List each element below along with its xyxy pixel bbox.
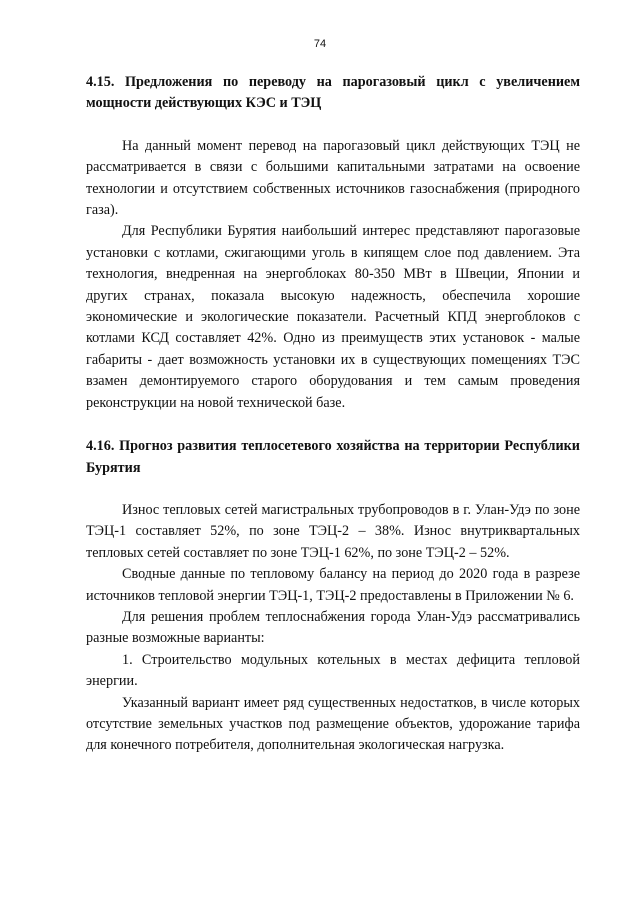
paragraph: Износ тепловых сетей магистральных трубопроводов в г. Улан-Удэ по зоне ТЭЦ-1 составляет 52%, по зоне ТЭЦ-2 – 38%. Износ внутриквартальных тепловых сетей составляет по зоне ТЭЦ-1 62%, по зоне ТЭЦ-2 – 52%. [86,501,580,561]
paragraph: Для Республики Бурятия наибольший интерес представляют парогазовые установки с котлами, сжигающими уголь в кипящем слое под давлением. Эта технология, внедренная на энергоблоках 80-350 МВт в Швеции, Японии и других странах, показала высокую надежность, обеспечила хорошие экономические и экологические показатели. Расчетный КПД энергоблоков с котлами КСД составляет 42%. Одно из преимуществ этих установок - малые габариты - дает возможность установки их в существующих помещениях ТЭС взамен демонтируемого старого оборудования и тем самым проведения реконструкции на новой технической базе. [86,223,580,411]
section-heading-4-15: 4.15. Предложения по переводу на парогазовый цикл с увеличением мощности действующих КЭС и ТЭЦ [86,74,580,112]
paragraph: На данный момент перевод на парогазовый цикл действующих ТЭЦ не рассматривается в связи с большими капитальными затратами на освоение технологии и отсутствием собственных источников газоснабжения (природного газа). [86,137,580,219]
paragraph: Сводные данные по тепловому балансу на период до 2020 года в разрезе источников тепловой энергии ТЭЦ-1, ТЭЦ-2 предоставлены в Приложении № 6. [86,566,580,604]
paragraph: Указанный вариант имеет ряд существенных недостатков, в числе которых отсутствие земельных участков под размещение объектов, удорожание тарифа для конечного потребителя, дополнительная экологическая нагрузка. [86,694,580,754]
section-heading-4-16: 4.16. Прогноз развития теплосетевого хозяйства на территории Республики Бурятия [86,438,580,476]
page-content [86,72,580,757]
page-number: 74 [313,38,327,50]
paragraph: 1. Строительство модульных котельных в местах дефицита тепловой энергии. [86,651,580,690]
paragraph: Для решения проблем теплоснабжения города Улан-Удэ рассматривались разные возможные варианты: [86,608,580,647]
